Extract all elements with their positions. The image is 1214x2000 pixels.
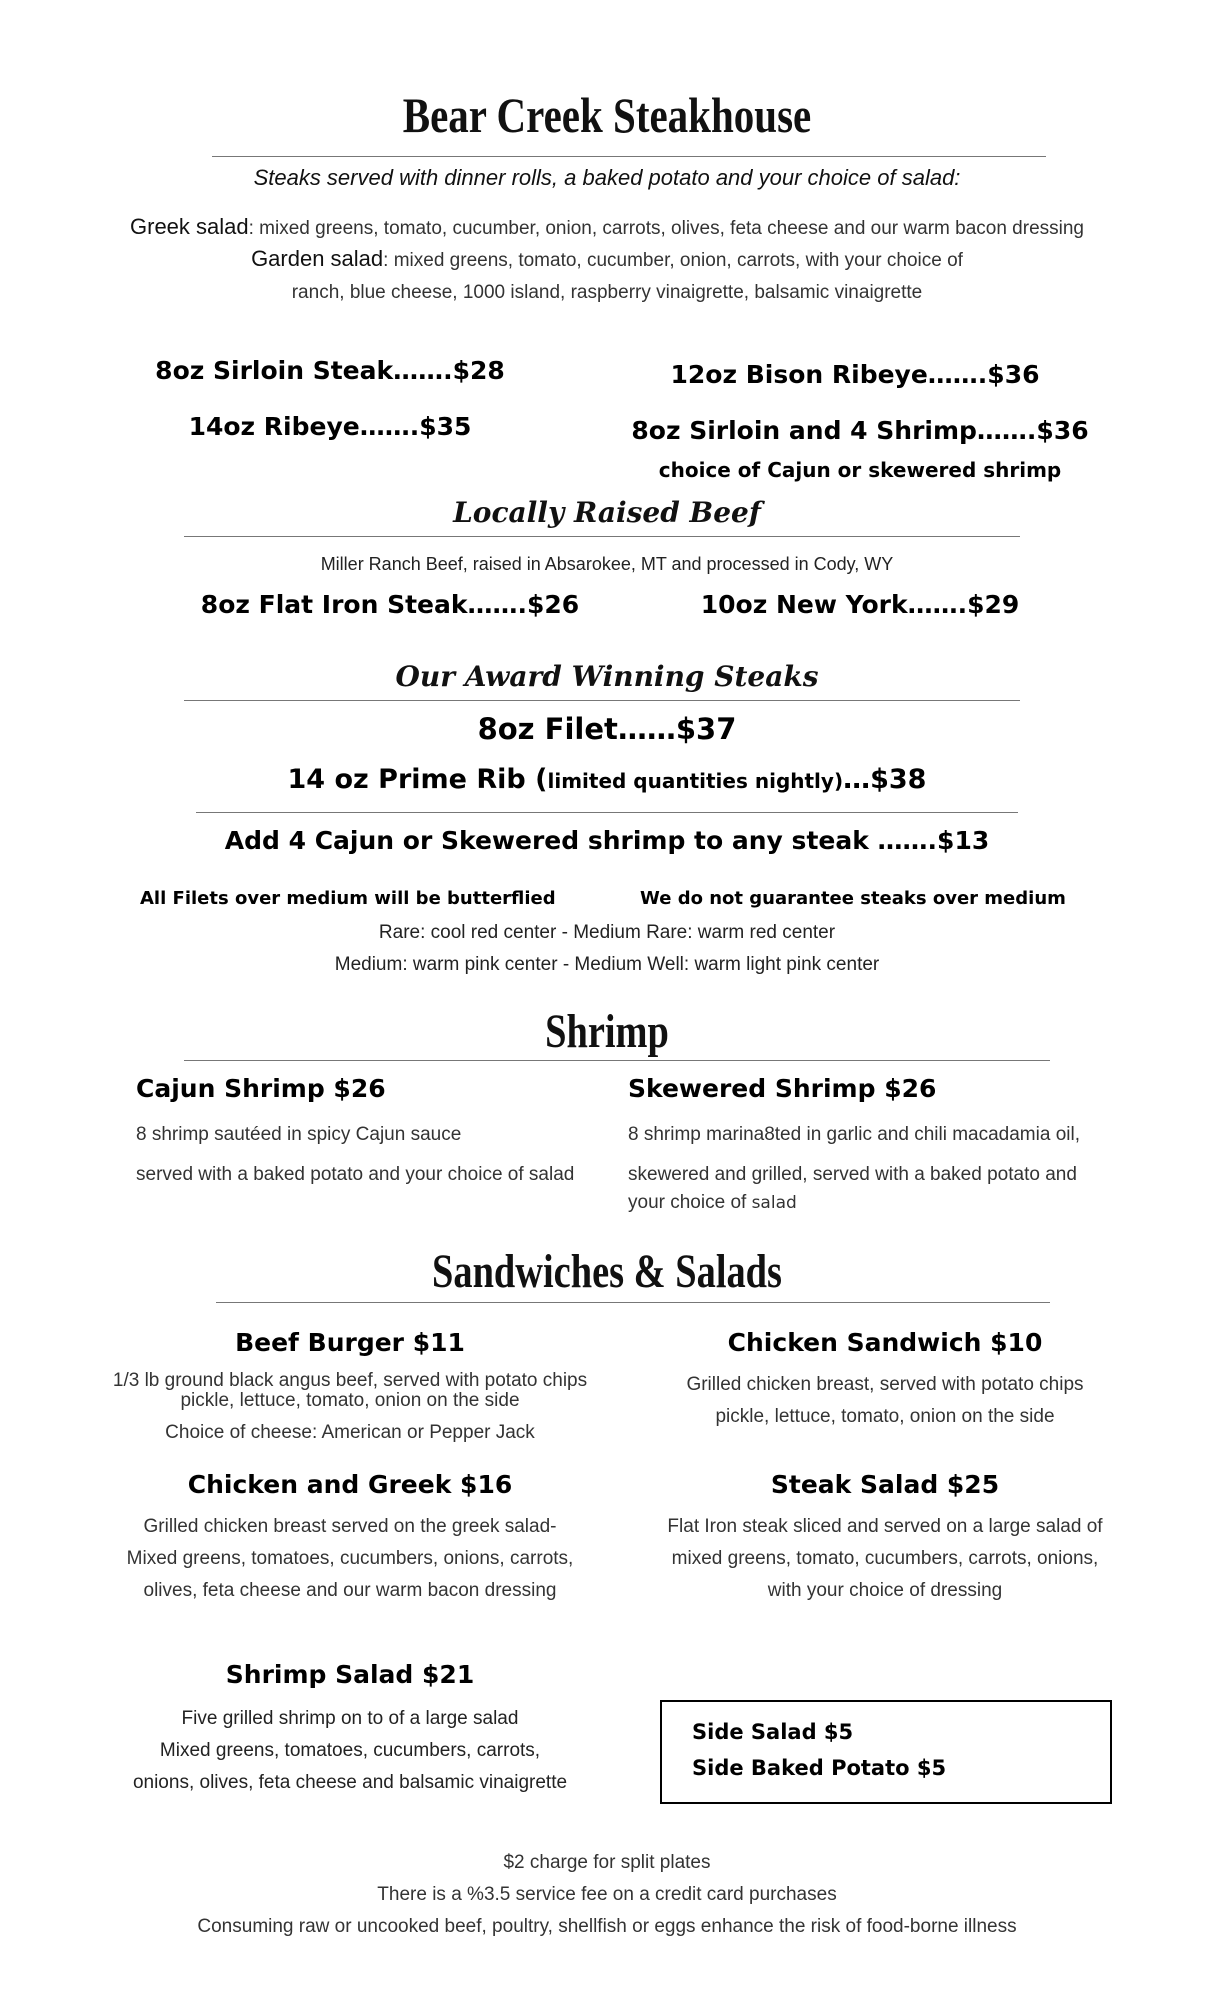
greek-salad-line — [0, 214, 1214, 240]
bison-ribeye-item: 12oz Bison Ribeye…….$36 — [670, 360, 1040, 389]
award-rule — [184, 700, 1020, 701]
garden-salad-desc: : mixed greens, tomato, cucumber, onion, carrots, with your choice of — [383, 250, 963, 271]
footer-service-fee: There is a %3.5 service fee on a credit card purchases — [377, 1884, 837, 1905]
chicken-greek-title: Chicken and Greek $16 — [187, 1470, 513, 1499]
page-title: Bear Creek Steakhouse — [402, 87, 812, 143]
beef-burger-title: Beef Burger $11 — [235, 1328, 465, 1357]
steak-salad-desc-2: mixed greens, tomato, cucumbers, carrots, onions, — [671, 1548, 1099, 1569]
local-rule — [184, 536, 1020, 537]
steak-salad-desc-1: Flat Iron steak sliced and served on a large salad of — [667, 1516, 1103, 1537]
add-shrimp-item: Add 4 Cajun or Skewered shrimp to any steak …….$13 — [224, 826, 990, 855]
garden-salad-line — [0, 246, 1214, 272]
side-potato-item: Side Baked Potato $5 — [692, 1756, 947, 1780]
shrimp-salad-desc-3: onions, olives, feta cheese and balsamic vinaigrette — [132, 1772, 568, 1793]
skewered-shrimp-desc-2: skewered and grilled, served with a baked potato and — [628, 1164, 1077, 1185]
chicken-sandwich-desc-2: pickle, lettuce, tomato, onion on the side — [715, 1406, 1055, 1427]
shrimp-heading: Shrimp — [545, 1005, 669, 1058]
shrimp-salad-desc-2: Mixed greens, tomatoes, cucumbers, carrots, — [159, 1740, 541, 1761]
shrimp-rule — [184, 1060, 1050, 1061]
chicken-sandwich-title: Chicken Sandwich $10 — [727, 1328, 1043, 1357]
skewered-desc-3b: salad — [751, 1193, 797, 1213]
chicken-greek-desc-3: olives, feta cheese and our warm bacon dressing — [143, 1580, 557, 1601]
chicken-greek-desc-2: Mixed greens, tomatoes, cucumbers, onions, carrots, — [126, 1548, 574, 1569]
steak-salad-title: Steak Salad $25 — [770, 1470, 1000, 1499]
chicken-greek-desc-1: Grilled chicken breast served on the greek salad- — [143, 1516, 557, 1537]
skewered-desc-3a: your choice of — [628, 1192, 752, 1213]
locally-raised-heading: Locally Raised Beef — [453, 496, 761, 529]
skewered-shrimp-desc-1: 8 shrimp marina8ted in garlic and chili macadamia oil, — [628, 1124, 1080, 1145]
skewered-shrimp-title: Skewered Shrimp $26 — [628, 1074, 937, 1103]
footer-split-plates: $2 charge for split plates — [503, 1852, 711, 1873]
sirloin-steak-item: 8oz Sirloin Steak…….$28 — [155, 356, 505, 385]
greek-salad-label: Greek salad — [130, 214, 249, 239]
beef-burger-desc-3: Choice of cheese: American or Pepper Jack — [165, 1422, 535, 1443]
greek-salad-desc: : mixed greens, tomato, cucumber, onion, carrots, olives, feta cheese and our warm bacon dressing — [248, 218, 1084, 239]
prime-rib-note: limited quantities nightly) — [547, 769, 844, 793]
steak-salad-desc-3: with your choice of dressing — [767, 1580, 1003, 1601]
garden-dressings: ranch, blue cheese, 1000 island, raspberry vinaigrette, balsamic vinaigrette — [291, 282, 923, 303]
shrimp-salad-desc-1: Five grilled shrimp on to of a large salad — [181, 1708, 519, 1729]
temps-line-1: Rare: cool red center - Medium Rare: warm red center — [378, 922, 836, 943]
cajun-shrimp-desc-2: served with a baked potato and your choice of salad — [136, 1164, 575, 1185]
award-heading: Our Award Winning Steaks — [395, 660, 819, 693]
sirloin-shrimp-item: 8oz Sirloin and 4 Shrimp…….$36 — [631, 416, 1089, 445]
filet-item: 8oz Filet……$37 — [477, 712, 737, 746]
side-salad-item: Side Salad $5 — [692, 1720, 854, 1744]
sandwiches-heading: Sandwiches & Salads — [432, 1245, 782, 1298]
sandwiches-rule — [216, 1302, 1050, 1303]
title-rule — [212, 156, 1046, 157]
beef-burger-desc-2: pickle, lettuce, tomato, onion on the side — [180, 1390, 520, 1411]
prime-rib-price: …$38 — [843, 764, 927, 795]
ribeye-item: 14oz Ribeye…….$35 — [188, 412, 472, 441]
cajun-shrimp-desc-1: 8 shrimp sautéed in spicy Cajun sauce — [136, 1124, 462, 1145]
miller-ranch-desc: Miller Ranch Beef, raised in Absarokee, MT and processed in Cody, WY — [320, 554, 894, 574]
temps-line-2: Medium: warm pink center - Medium Well: warm light pink center — [334, 954, 880, 975]
prime-rib-item — [0, 764, 1214, 795]
filet-butterfly-note: All Filets over medium will be butterflied — [140, 888, 556, 909]
shrimp-salad-title: Shrimp Salad $21 — [225, 1660, 475, 1689]
chicken-sandwich-desc-1: Grilled chicken breast, served with potato chips — [686, 1374, 1084, 1395]
beef-burger-desc-1: 1/3 lb ground black angus beef, served with potato chips — [112, 1370, 588, 1391]
garden-salad-label: Garden salad — [251, 246, 384, 271]
skewered-shrimp-desc-3 — [628, 1192, 1128, 1214]
prime-rib-label: 14 oz Prime Rib ( — [287, 764, 548, 795]
sirloin-shrimp-note: choice of Cajun or skewered shrimp — [658, 458, 1062, 482]
flat-iron-item: 8oz Flat Iron Steak…….$26 — [200, 590, 580, 619]
prime-rib-rule — [196, 812, 1018, 813]
footer-health-warning: Consuming raw or uncooked beef, poultry, shellfish or eggs enhance the risk of food-borne illness — [197, 1916, 1017, 1937]
guarantee-note: We do not guarantee steaks over medium — [640, 888, 1066, 909]
sides-box — [660, 1700, 1112, 1804]
cajun-shrimp-title: Cajun Shrimp $26 — [136, 1074, 386, 1103]
steaks-subtitle: Steaks served with dinner rolls, a baked potato and your choice of salad: — [253, 165, 961, 190]
new-york-item: 10oz New York…….$29 — [700, 590, 1020, 619]
